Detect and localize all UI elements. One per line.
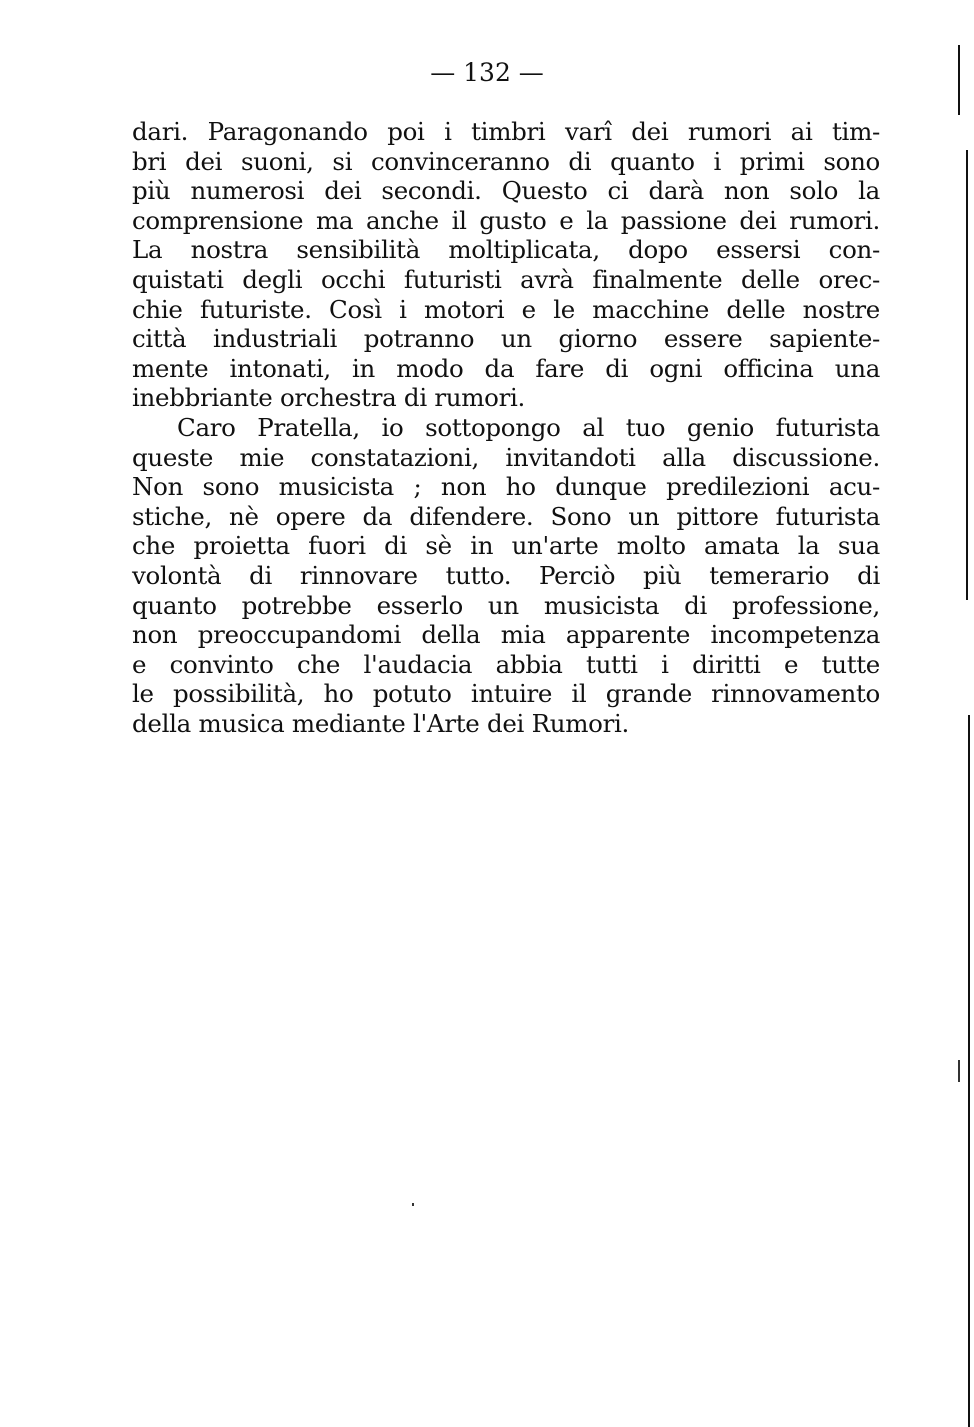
page-number: — 132 — <box>430 58 544 87</box>
scan-edge-line <box>958 45 960 115</box>
body-text <box>132 117 880 738</box>
text-line: città industriali potranno un giorno essere sapiente- <box>132 324 880 354</box>
text-line: bri dei suoni, si convinceranno di quanto i primi sono <box>132 146 880 176</box>
text-line: Caro Pratella, io sottopongo al tuo genio futurista <box>177 412 880 442</box>
text-line: chie futuriste. Così i motori e le macchine delle nostre <box>132 294 880 324</box>
text-line: della musica mediante l'Arte dei Rumori. <box>132 708 630 738</box>
text-line: più numerosi dei secondi. Questo ci darà non solo la <box>132 176 880 206</box>
scan-speck <box>958 1060 960 1082</box>
text-line: Non sono musicista ; non ho dunque predilezioni acu- <box>132 472 880 502</box>
text-line: le possibilità, ho potuto intuire il grande rinnovamento <box>132 679 880 709</box>
text-line: mente intonati, in modo da fare di ogni officina una <box>132 353 880 383</box>
text-line: inebbriante orchestra di rumori. <box>132 383 526 413</box>
text-line: dari. Paragonando poi i timbri varî dei rumori ai tim- <box>132 117 880 146</box>
text-line: stiche, nè opere da difendere. Sono un pittore futurista <box>132 501 880 531</box>
text-line: quanto potrebbe esserlo un musicista di professione, <box>132 590 880 620</box>
text-line: che proietta fuori di sè in un'arte molto amata la sua <box>132 531 880 561</box>
scan-speck <box>412 1203 414 1206</box>
paragraph-1 <box>132 117 880 413</box>
text-line: comprensione ma anche il gusto e la passione dei rumori. <box>132 205 880 235</box>
text-line: quistati degli occhi futuristi avrà finalmente delle orec- <box>132 264 880 294</box>
text-line: e convinto che l'audacia abbia tutti i diritti e tutte <box>132 649 880 679</box>
paragraph-2 <box>132 413 880 739</box>
text-line: La nostra sensibilità moltiplicata, dopo essersi con- <box>132 235 880 265</box>
text-line: volontà di rinnovare tutto. Perciò più temerario di <box>132 560 880 590</box>
scan-edge-line <box>968 715 970 1427</box>
text-line: non preoccupandomi della mia apparente incompetenza <box>132 620 880 650</box>
scan-edge-line <box>966 150 968 600</box>
text-line: queste mie constatazioni, invitandoti alla discussione. <box>132 442 880 472</box>
